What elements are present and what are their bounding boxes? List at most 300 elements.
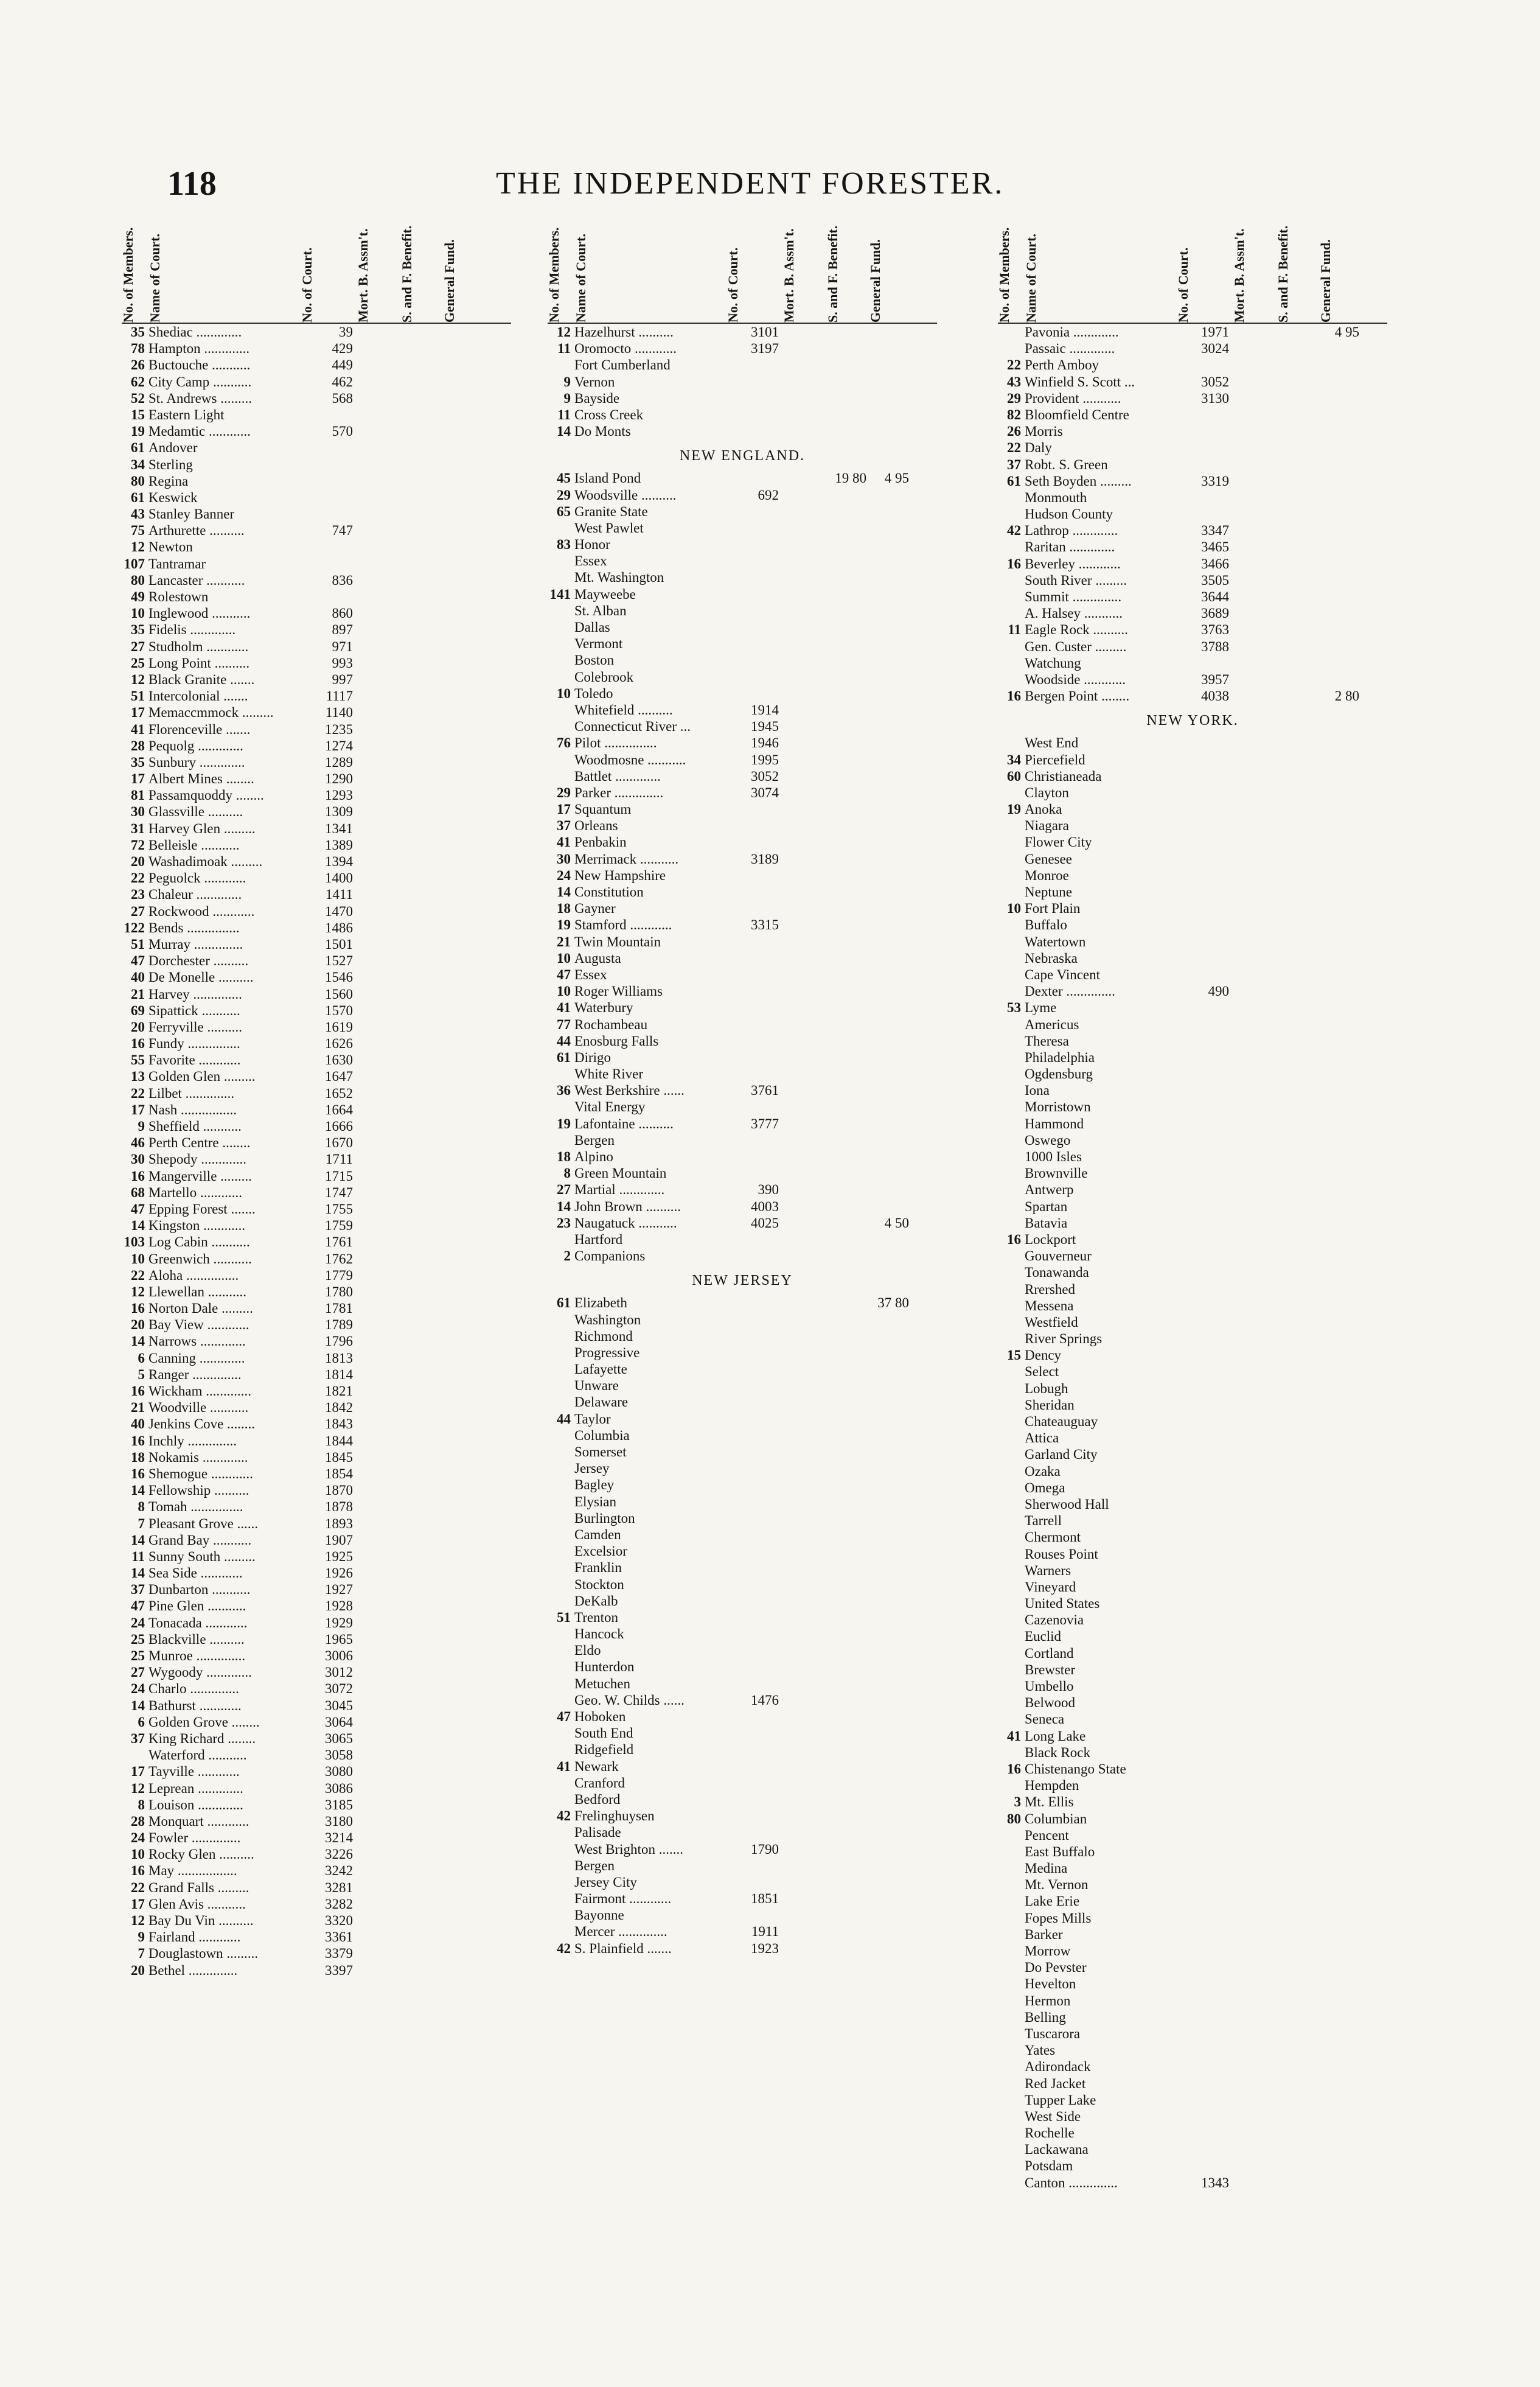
court-number (1177, 1198, 1233, 1215)
members-count (548, 702, 574, 718)
column-headers (120, 225, 511, 324)
members-count: 16 (131, 1466, 145, 1481)
court-number: 3101 (751, 324, 779, 340)
general-fund (443, 1548, 486, 1565)
court-number: 1274 (325, 738, 353, 753)
court-name: Canton .............. (1025, 2175, 1118, 2190)
sick-benefit (400, 324, 443, 340)
court-name: Connecticut River ... (574, 719, 691, 735)
members-count: 40 (131, 1416, 145, 1432)
court-number: 1309 (325, 804, 353, 820)
table-row (122, 1498, 511, 1515)
sick-benefit (1277, 1116, 1319, 1132)
mortuary-assessment (1233, 1413, 1277, 1430)
table-row (548, 1033, 937, 1049)
court-name: St. Andrews ......... (148, 390, 252, 406)
members-count: 24 (131, 1615, 145, 1630)
mortuary-assessment (357, 473, 400, 489)
mortuary-assessment (1233, 407, 1277, 423)
court-name: Nebraska (1025, 950, 1078, 966)
general-fund (1319, 1794, 1362, 1810)
general-fund (1319, 966, 1362, 983)
sick-benefit (826, 785, 869, 801)
court-number (1177, 1148, 1233, 1165)
general-fund (1319, 1215, 1362, 1231)
general-fund (1319, 817, 1362, 834)
court-number: 1670 (325, 1135, 353, 1151)
sick-benefit (400, 1631, 443, 1648)
members-count: 14 (131, 1218, 145, 1234)
sick-benefit (1277, 1794, 1319, 1810)
table-row (548, 1593, 937, 1609)
members-count: 28 (131, 738, 145, 753)
table-row (998, 340, 1387, 357)
table-row (998, 506, 1387, 522)
mortuary-assessment (1233, 374, 1277, 390)
sick-benefit (400, 1962, 443, 1979)
table-row (548, 1411, 937, 1427)
sick-benefit (400, 1565, 443, 1581)
sick-benefit (400, 738, 443, 754)
members-count: 10 (557, 685, 571, 701)
members-count: 14 (131, 1697, 145, 1713)
court-number (1177, 2158, 1233, 2174)
court-name: Robt. S. Green (1025, 456, 1108, 472)
members-count: 51 (131, 688, 145, 704)
court-name: Grand Falls ......... (148, 1879, 249, 1895)
court-number: 1759 (325, 1218, 353, 1234)
court-number (726, 1609, 782, 1626)
table-row (548, 900, 937, 917)
court-number (301, 456, 357, 473)
table-row (122, 1267, 511, 1284)
members-count: 68 (131, 1184, 145, 1200)
members-count (998, 834, 1025, 850)
mortuary-assessment (357, 1780, 400, 1797)
general-fund (1319, 1231, 1362, 1248)
members-count: 6 (138, 1714, 145, 1730)
table-row (122, 1862, 511, 1879)
court-name: Tarrell (1025, 1513, 1062, 1529)
court-number (726, 536, 782, 553)
sick-benefit (400, 688, 443, 704)
members-count: 122 (124, 920, 145, 935)
general-fund (1319, 1397, 1362, 1413)
mortuary-assessment (1233, 884, 1277, 900)
general-fund (869, 718, 911, 735)
mortuary-assessment (782, 768, 826, 785)
general-fund (1319, 1116, 1362, 1132)
sick-benefit (826, 1692, 869, 1708)
court-name: Bedford (574, 1791, 621, 1807)
mortuary-assessment (1233, 506, 1277, 522)
court-name: Fairland ............ (148, 1929, 241, 1945)
sick-benefit (1277, 1148, 1319, 1165)
general-fund (869, 1858, 911, 1874)
mortuary-assessment (782, 1312, 826, 1328)
members-count (998, 1595, 1025, 1612)
members-count: 8 (138, 1499, 145, 1515)
mortuary-assessment (782, 1066, 826, 1082)
sick-benefit (1277, 1430, 1319, 1446)
sick-benefit (1277, 1330, 1319, 1347)
court-number (1177, 1116, 1233, 1132)
court-name: Do Monts (574, 424, 631, 439)
court-number (301, 473, 357, 489)
mortuary-assessment (782, 357, 826, 373)
mortuary-assessment (357, 1002, 400, 1019)
members-count: 45 (557, 470, 571, 486)
general-fund (443, 1896, 486, 1912)
court-name: Bagley (574, 1477, 615, 1493)
court-name: Woodville ........... (148, 1400, 249, 1416)
sick-benefit (400, 1102, 443, 1118)
general-fund (443, 1068, 486, 1085)
table-row (998, 556, 1387, 572)
general-fund (443, 1151, 486, 1167)
table-row (548, 785, 937, 801)
general-fund: 2 80 (1334, 688, 1359, 704)
mortuary-assessment (782, 1609, 826, 1626)
mortuary-assessment (1233, 688, 1277, 704)
mortuary-assessment (1233, 1330, 1277, 1347)
sick-benefit (1277, 2175, 1319, 2191)
mortuary-assessment (782, 340, 826, 357)
court-number (1177, 1314, 1233, 1330)
court-name: Pleasant Grove ...... (148, 1515, 259, 1531)
table-row (998, 605, 1387, 621)
mortuary-assessment (1233, 1827, 1277, 1844)
members-count (548, 1559, 574, 1576)
members-count: 22 (131, 1267, 145, 1283)
court-number (1177, 2092, 1233, 2108)
sick-benefit (400, 986, 443, 1002)
court-number: 1929 (325, 1615, 353, 1630)
court-number: 1394 (325, 854, 353, 869)
mortuary-assessment (782, 503, 826, 520)
court-number: 1470 (325, 903, 353, 919)
court-name: Rocky Glen .......... (148, 1847, 254, 1862)
general-fund (1319, 1926, 1362, 1943)
court-number (1177, 1082, 1233, 1099)
court-name: Dorchester .......... (148, 953, 249, 969)
mortuary-assessment (357, 340, 400, 357)
members-count (548, 1593, 574, 1609)
court-number (726, 1477, 782, 1493)
court-name: Vernon (574, 374, 615, 390)
mortuary-assessment (357, 1598, 400, 1614)
court-number (301, 556, 357, 572)
court-name: Fowler .............. (148, 1830, 241, 1846)
table-row (998, 1794, 1387, 1810)
court-number (1177, 1645, 1233, 1662)
general-fund (869, 1510, 911, 1526)
sick-benefit (400, 1912, 443, 1929)
sick-benefit (400, 952, 443, 969)
members-count: 16 (131, 1168, 145, 1184)
sick-benefit (400, 1316, 443, 1333)
mortuary-assessment (357, 1862, 400, 1879)
sick-benefit (400, 1168, 443, 1184)
court-number (726, 801, 782, 817)
sick-benefit (826, 950, 869, 966)
general-fund (443, 1168, 486, 1184)
court-name: Twin Mountain (574, 934, 661, 949)
mortuary-assessment (1233, 1529, 1277, 1545)
general-fund: 4 95 (1334, 324, 1359, 340)
court-number: 1842 (325, 1400, 353, 1416)
court-number (1177, 1529, 1233, 1545)
general-fund (443, 1747, 486, 1763)
court-name: Beverley ............ (1025, 556, 1121, 571)
general-fund (1319, 1910, 1362, 1926)
table-row (122, 1747, 511, 1763)
members-count: 10 (131, 1251, 145, 1267)
sick-benefit (1277, 1198, 1319, 1215)
court-name: West Brighton ....... (574, 1841, 683, 1857)
court-number (726, 652, 782, 668)
general-fund (869, 569, 911, 585)
table-row (548, 1874, 937, 1890)
court-number: 1790 (751, 1841, 779, 1857)
table-row (998, 768, 1387, 785)
court-name: Mercer .............. (574, 1924, 667, 1940)
court-name: Passaic ............. (1025, 341, 1115, 357)
mortuary-assessment (357, 1383, 400, 1399)
sick-benefit (1277, 357, 1319, 373)
members-count: 21 (131, 1400, 145, 1416)
general-fund (1319, 539, 1362, 555)
table-row (122, 1300, 511, 1316)
court-name: Metuchen (574, 1676, 630, 1691)
mortuary-assessment (782, 1411, 826, 1427)
general-fund (869, 652, 911, 668)
members-count (998, 1612, 1025, 1628)
table-row (548, 801, 937, 817)
sick-benefit (826, 801, 869, 817)
court-name: Genesee (1025, 851, 1072, 867)
court-number (1177, 1430, 1233, 1446)
court-name: Greenwich ........... (148, 1251, 252, 1267)
members-count (998, 1512, 1025, 1529)
mortuary-assessment (782, 1510, 826, 1526)
court-name: Trenton (574, 1609, 618, 1625)
court-number (1177, 900, 1233, 917)
table-row (122, 1780, 511, 1797)
mortuary-assessment (1233, 2125, 1277, 2141)
table-row (122, 621, 511, 638)
sick-benefit (1277, 999, 1319, 1016)
court-name: Taylor (574, 1411, 611, 1427)
court-name: Cape Vincent (1025, 966, 1101, 982)
court-number: 1780 (325, 1284, 353, 1299)
court-name: Sheridan (1025, 1397, 1075, 1413)
table-row (122, 704, 511, 721)
court-name: Enosburg Falls (574, 1033, 659, 1049)
sick-benefit: 19 80 (835, 470, 866, 486)
court-name: Gen. Custer ......... (1025, 638, 1127, 654)
mortuary-assessment (1233, 489, 1277, 506)
court-name: 1000 Isles (1025, 1149, 1082, 1164)
table-row (998, 2009, 1387, 2025)
general-fund (1319, 572, 1362, 589)
mortuary-assessment (1233, 950, 1277, 966)
court-number (1177, 1347, 1233, 1363)
court-number (1177, 768, 1233, 785)
court-name: Black Granite ....... (148, 671, 255, 687)
members-count (548, 1477, 574, 1493)
mortuary-assessment (357, 886, 400, 903)
sick-benefit (400, 357, 443, 373)
mortuary-assessment (1233, 2092, 1277, 2108)
members-count: 17 (131, 1102, 145, 1117)
general-fund (869, 702, 911, 718)
sick-benefit (400, 621, 443, 638)
table-row (998, 1463, 1387, 1480)
court-name: Lilbet .............. (148, 1085, 235, 1101)
court-name: Monquart ............ (148, 1813, 249, 1829)
mortuary-assessment (1233, 556, 1277, 572)
members-count (998, 966, 1025, 983)
court-name: Vineyard (1025, 1579, 1076, 1595)
mortuary-assessment (1233, 1016, 1277, 1033)
table-row (998, 407, 1387, 423)
sick-benefit (826, 752, 869, 768)
court-number (726, 1576, 782, 1593)
general-fund (869, 801, 911, 817)
members-count: 53 (1007, 1000, 1021, 1016)
table-row (122, 1134, 511, 1151)
mortuary-assessment (1233, 1298, 1277, 1314)
members-count: 17 (131, 1764, 145, 1780)
mortuary-assessment (782, 834, 826, 850)
general-fund (869, 1148, 911, 1165)
court-number (1177, 1215, 1233, 1231)
court-name: Essex (574, 966, 607, 982)
court-name: Americus (1025, 1016, 1079, 1032)
sick-benefit (1277, 1397, 1319, 1413)
members-count: 16 (131, 1863, 145, 1879)
general-fund (443, 969, 486, 985)
members-count: 44 (557, 1033, 571, 1049)
members-count: 61 (1007, 473, 1021, 489)
court-number: 462 (332, 374, 353, 390)
general-fund (1319, 884, 1362, 900)
sick-benefit (1277, 1910, 1319, 1926)
general-fund (1319, 1645, 1362, 1662)
members-count (548, 1890, 574, 1907)
members-count (998, 2042, 1025, 2058)
court-number (726, 1676, 782, 1692)
court-number (726, 834, 782, 850)
sick-benefit (826, 553, 869, 569)
court-name: Charlo .............. (148, 1681, 239, 1697)
members-count: 41 (557, 1000, 571, 1016)
sick-benefit (1277, 2158, 1319, 2174)
mortuary-assessment (782, 1940, 826, 1957)
general-fund (869, 917, 911, 933)
members-count: 14 (557, 1198, 571, 1214)
court-name: Peguolck ............ (148, 870, 246, 886)
table-row (998, 851, 1387, 867)
court-name: Pilot ............... (574, 735, 657, 751)
general-fund (443, 754, 486, 771)
court-name: Rockwood ............ (148, 903, 255, 919)
court-number (726, 586, 782, 603)
mortuary-assessment (782, 390, 826, 407)
court-number (726, 1460, 782, 1477)
members-count: 11 (557, 341, 571, 357)
general-fund (869, 635, 911, 652)
mortuary-assessment (357, 1052, 400, 1068)
sick-benefit (1277, 1662, 1319, 1678)
court-name: Hampton ............. (148, 341, 250, 357)
court-name: Ridgefield (574, 1742, 634, 1758)
mortuary-assessment (1233, 423, 1277, 439)
court-number (726, 1016, 782, 1033)
table-row (548, 1099, 937, 1115)
general-fund (443, 589, 486, 605)
mortuary-assessment (782, 1890, 826, 1907)
court-number (1177, 2042, 1233, 2058)
mortuary-assessment (1233, 522, 1277, 539)
sick-benefit (1277, 1628, 1319, 1644)
members-count (998, 1314, 1025, 1330)
members-count: 69 (131, 1002, 145, 1018)
members-count: 65 (557, 503, 571, 519)
court-name: South River ......... (1025, 572, 1127, 588)
members-count: 80 (131, 473, 145, 489)
court-name: Daly (1025, 440, 1052, 456)
general-fund (443, 1846, 486, 1862)
mortuary-assessment (1233, 2042, 1277, 2058)
mortuary-assessment (357, 738, 400, 754)
court-number: 1995 (751, 752, 779, 767)
court-number: 1235 (325, 721, 353, 737)
court-name: Medamtic ............ (148, 424, 251, 439)
sick-benefit (1277, 1082, 1319, 1099)
mortuary-assessment (782, 1344, 826, 1361)
members-count: 61 (557, 1049, 571, 1065)
court-number: 1893 (325, 1515, 353, 1531)
general-fund (1319, 1876, 1362, 1893)
header-court-no: No. of Court. (1176, 247, 1191, 323)
sick-benefit (1277, 1959, 1319, 1976)
members-count (548, 1394, 574, 1410)
table-row (548, 1559, 937, 1576)
court-name: Washington (574, 1312, 641, 1327)
court-name: Murray .............. (148, 936, 243, 952)
general-fund (443, 1565, 486, 1581)
mortuary-assessment (357, 556, 400, 572)
table-row (548, 1923, 937, 1940)
mortuary-assessment (357, 1664, 400, 1680)
general-fund (443, 473, 486, 489)
general-fund (869, 1165, 911, 1181)
court-name: Douglastown ......... (148, 1946, 259, 1962)
members-count: 11 (1008, 622, 1021, 638)
mortuary-assessment (782, 1676, 826, 1692)
table-row (548, 1658, 937, 1675)
court-name: Delaware (574, 1394, 629, 1410)
general-fund (443, 1184, 486, 1201)
court-name: Hazelhurst .......... (574, 324, 674, 340)
table-column-3 (997, 225, 1387, 2246)
members-count (998, 1033, 1025, 1049)
members-count (998, 1777, 1025, 1794)
general-fund (1319, 2025, 1362, 2042)
sick-benefit (826, 1231, 869, 1248)
